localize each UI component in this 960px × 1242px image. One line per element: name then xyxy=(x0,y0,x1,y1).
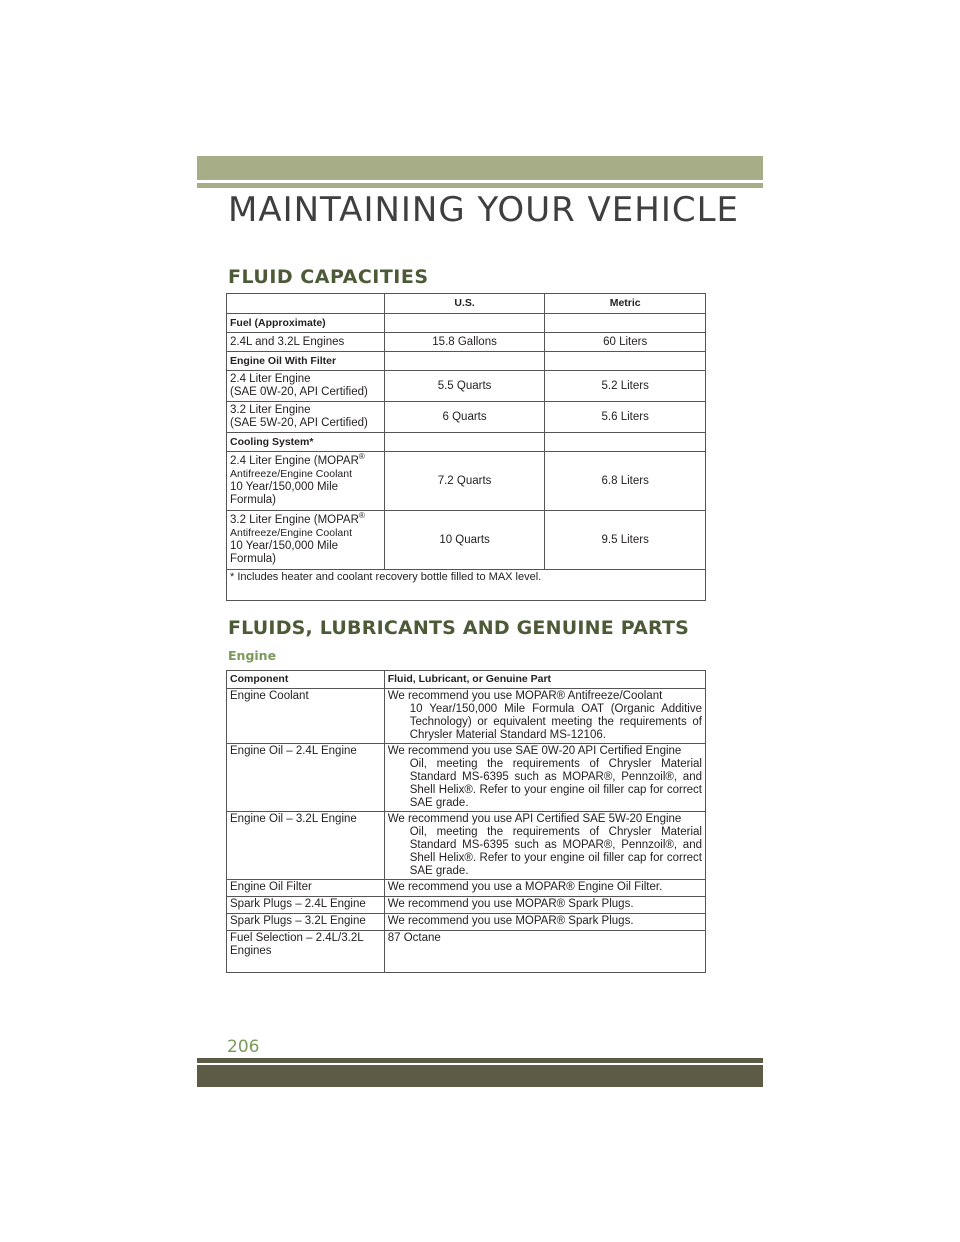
table-row xyxy=(227,511,706,570)
metric-value: 5.6 Liters xyxy=(545,402,706,433)
component-description: We recommend you use MOPAR® Spark Plugs. xyxy=(384,897,705,914)
capacities-footnote: * Includes heater and coolant recovery bottle filled to MAX level. xyxy=(227,570,706,601)
us-value: 7.2 Quarts xyxy=(384,452,545,511)
component-name: Spark Plugs – 2.4L Engine xyxy=(227,897,385,914)
table-row xyxy=(227,914,706,931)
fluid-capacities-title: FLUID CAPACITIES xyxy=(228,266,429,288)
row-label: 2.4L and 3.2L Engines xyxy=(227,333,385,352)
component-description: We recommend you use a MOPAR® Engine Oil Filter. xyxy=(384,880,705,897)
row-label: 3.2 Liter Engine (SAE 5W-20, API Certified) xyxy=(227,402,385,433)
engine-fluids-table xyxy=(226,670,706,973)
column-header-fluid: Fluid, Lubricant, or Genuine Part xyxy=(384,671,705,689)
component-name: Engine Coolant xyxy=(227,689,385,744)
component-description: We recommend you use MOPAR® Spark Plugs. xyxy=(384,914,705,931)
component-name: Spark Plugs – 3.2L Engine xyxy=(227,914,385,931)
footer-band-stripe xyxy=(197,1058,763,1063)
table-row xyxy=(227,314,706,333)
component-name: Fuel Selection – 2.4L/3.2L Engines xyxy=(227,931,385,973)
us-value: 5.5 Quarts xyxy=(384,371,545,402)
component-name: Engine Oil Filter xyxy=(227,880,385,897)
column-header-metric: Metric xyxy=(545,294,706,314)
component-description: We recommend you use MOPAR® Antifreeze/Coolant 10 Year/150,000 Mile Formula OAT (Organic Additive Technology) or equivalent meeting the requirements of Chrysler Material Standard MS-12106. xyxy=(384,689,705,744)
component-description: We recommend you use SAE 0W-20 API Certified Engine Oil, meeting the requirements of Chrysler Material Standard MS-6395 such as MOPAR®, Pennzoil®, and Shell Helix®. Refer to your engine oil filler cap for correct SAE grade. xyxy=(384,744,705,812)
column-header-component: Component xyxy=(227,671,385,689)
column-header-us: U.S. xyxy=(384,294,545,314)
table-row xyxy=(227,931,706,973)
component-description: 87 Octane xyxy=(384,931,705,973)
table-row xyxy=(227,744,706,812)
table-row xyxy=(227,452,706,511)
page-header-title: MAINTAINING YOUR VEHICLE xyxy=(228,190,740,230)
category-cooling: Cooling System* xyxy=(227,433,385,452)
table-row xyxy=(227,897,706,914)
header-band xyxy=(197,156,763,180)
table-row xyxy=(227,880,706,897)
column-header-blank xyxy=(227,294,385,314)
us-value: 15.8 Gallons xyxy=(384,333,545,352)
page-number: 206 xyxy=(227,1037,260,1057)
table-header-row xyxy=(227,671,706,689)
table-row xyxy=(227,433,706,452)
row-label: 2.4 Liter Engine (MOPAR® Antifreeze/Engine Coolant 10 Year/150,000 Mile Formula) xyxy=(227,452,385,511)
row-label: 3.2 Liter Engine (MOPAR® Antifreeze/Engine Coolant 10 Year/150,000 Mile Formula) xyxy=(227,511,385,570)
table-row xyxy=(227,570,706,601)
component-name: Engine Oil – 3.2L Engine xyxy=(227,812,385,880)
table-row xyxy=(227,352,706,371)
category-fuel: Fuel (Approximate) xyxy=(227,314,385,333)
engine-subtitle: Engine xyxy=(228,648,277,663)
table-row xyxy=(227,333,706,352)
row-label: 2.4 Liter Engine (SAE 0W-20, API Certified) xyxy=(227,371,385,402)
table-header-row xyxy=(227,294,706,314)
fluids-lubricants-title: FLUIDS, LUBRICANTS AND GENUINE PARTS xyxy=(228,617,690,639)
footer-band xyxy=(197,1065,763,1087)
table-row xyxy=(227,812,706,880)
component-name: Engine Oil – 2.4L Engine xyxy=(227,744,385,812)
category-engine-oil: Engine Oil With Filter xyxy=(227,352,385,371)
metric-value: 6.8 Liters xyxy=(545,452,706,511)
us-value: 10 Quarts xyxy=(384,511,545,570)
fluid-capacities-table xyxy=(226,293,706,601)
metric-value: 9.5 Liters xyxy=(545,511,706,570)
table-row xyxy=(227,402,706,433)
us-value: 6 Quarts xyxy=(384,402,545,433)
table-row xyxy=(227,689,706,744)
metric-value: 60 Liters xyxy=(545,333,706,352)
header-band-stripe xyxy=(197,180,763,188)
component-description: We recommend you use API Certified SAE 5W-20 Engine Oil, meeting the requirements of Chrysler Material Standard MS-6395 such as MOPAR®, Pennzoil®, and Shell Helix®. Refer to your engine oil filler cap for correct SAE grade. xyxy=(384,812,705,880)
table-row xyxy=(227,371,706,402)
metric-value: 5.2 Liters xyxy=(545,371,706,402)
